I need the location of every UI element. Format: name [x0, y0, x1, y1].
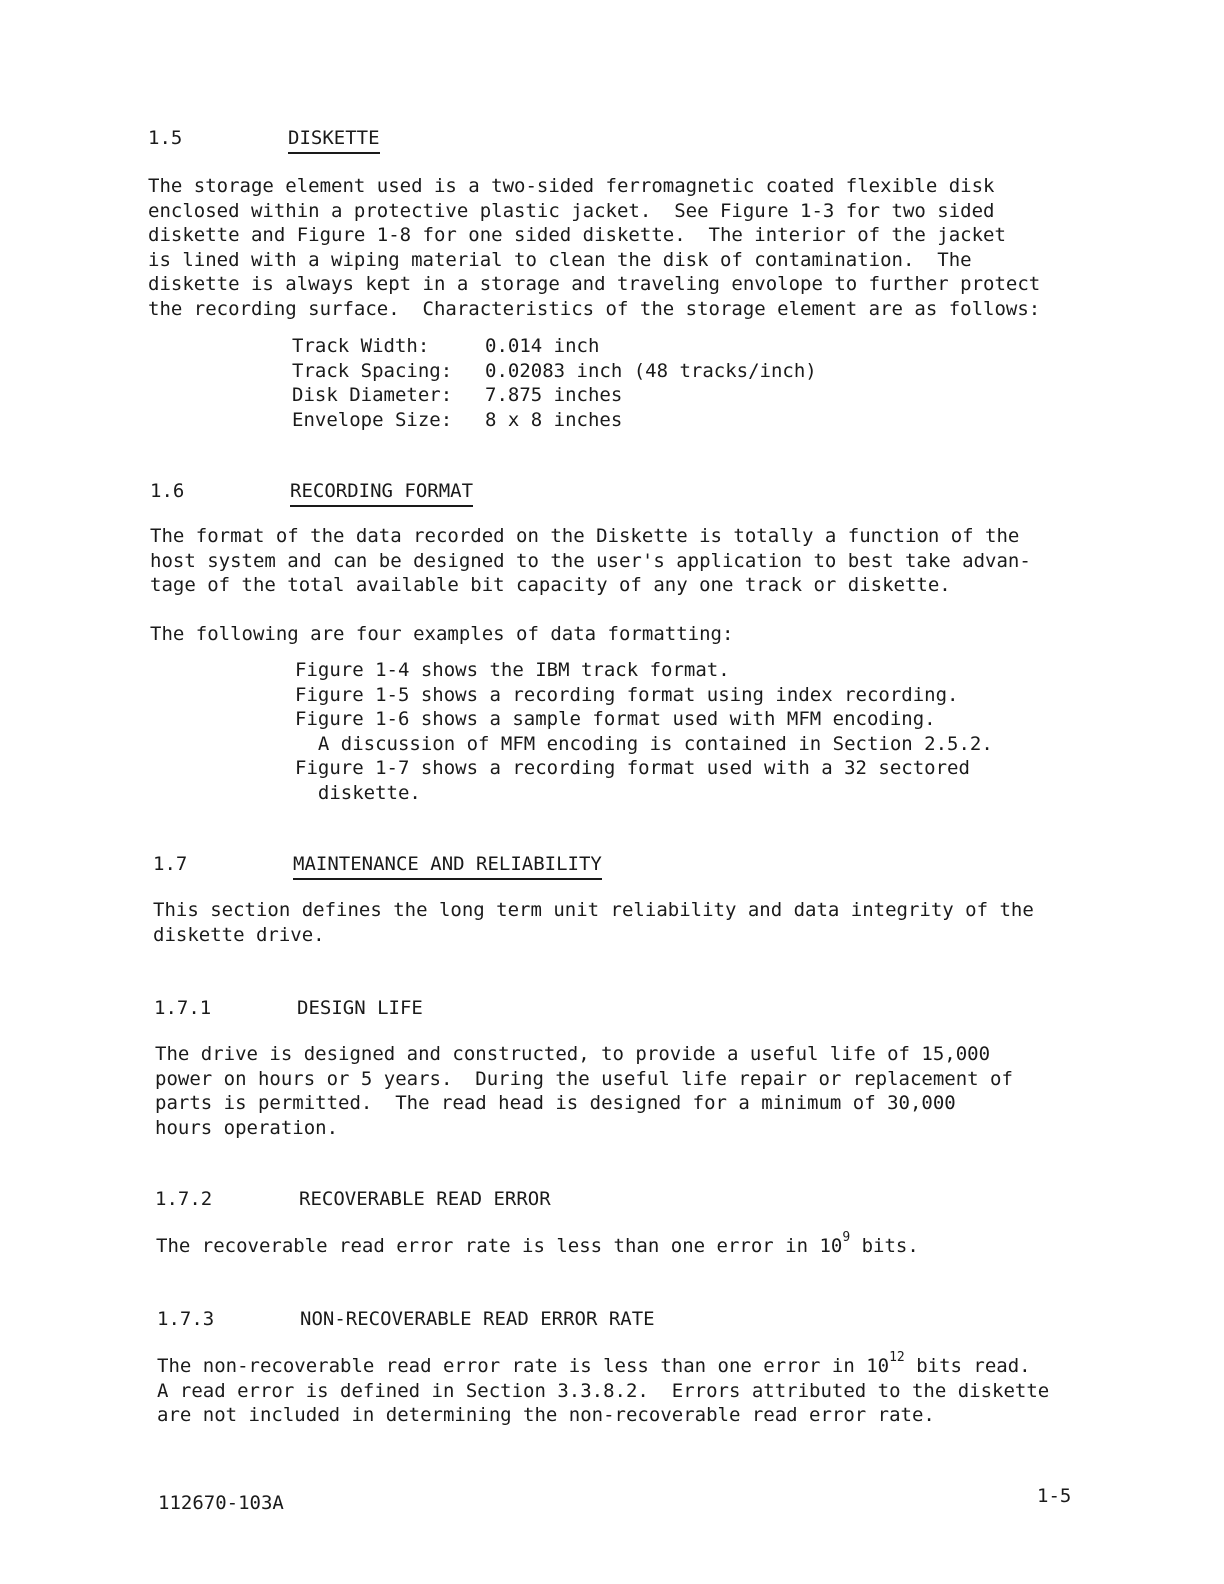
- diskette-paragraph-block: [148, 174, 1108, 321]
- section-number: 1.5: [148, 127, 183, 149]
- figure-list-text: Figure 1-4 shows the IBM track format. Figure 1-5 shows a recording format using index recording. Figure 1-6 shows a sample format used with MFM encoding. A discussion of MFM encoding is contained in Section 2.5.2. Figure 1-7 shows a recording format used with a 32 sectored diskette.: [295, 659, 993, 804]
- non-recoverable-paragraph-line1: [157, 1349, 1117, 1379]
- text-run: bits read.: [904, 1355, 1031, 1377]
- spec-value: 7.875 inches: [485, 384, 623, 406]
- text-run: The recoverable read error rate is less than one error in 10: [156, 1235, 843, 1257]
- section-number: 1.7.2: [155, 1188, 213, 1210]
- section-title: DISKETTE: [288, 126, 380, 154]
- spec-label: Disk Diameter:: [292, 384, 453, 406]
- text-run: The non-recoverable read error rate is less than one error in 10: [157, 1355, 890, 1377]
- section-number: 1.7.3: [157, 1308, 215, 1330]
- section-number: 1.7: [153, 853, 188, 875]
- maintenance-paragraph-block: [153, 898, 1113, 947]
- recoverable-read-error-paragraph: [156, 1229, 1116, 1259]
- recoverable-read-error-paragraph-block: [156, 1229, 1116, 1259]
- section-maintenance: [153, 852, 1113, 878]
- section-design-life: [154, 996, 1114, 1022]
- spec-row-track-width: [292, 334, 817, 359]
- spec-row-track-spacing: [292, 359, 817, 384]
- text-run: bits.: [850, 1235, 919, 1257]
- non-recoverable-paragraph-block: [157, 1349, 1117, 1428]
- document-number: 112670-103A: [158, 1492, 284, 1514]
- recording-format-paragraph-block: [150, 524, 1110, 598]
- figure-list: [295, 658, 993, 805]
- section-recoverable-read-error: [155, 1187, 1115, 1213]
- section-number: 1.6: [150, 480, 185, 502]
- maintenance-paragraph: This section defines the long term unit reliability and data integrity of the diskette drive.: [153, 899, 1034, 946]
- section-number: 1.7.1: [154, 997, 212, 1019]
- section-title: RECORDING FORMAT: [290, 479, 473, 507]
- spec-row-disk-diameter: [292, 383, 817, 408]
- spec-table: [292, 334, 817, 432]
- spec-value: 0.014 inch: [485, 335, 600, 357]
- section-heading: [148, 126, 1108, 152]
- spec-value: 8 x 8 inches: [485, 408, 623, 431]
- spec-label: Track Spacing:: [292, 359, 453, 382]
- section-heading: [153, 852, 1113, 878]
- non-recoverable-paragraph-rest: A read error is defined in Section 3.3.8.2. Errors attributed to the diskette are not included in determining the non-recoverable read error rate.: [157, 1379, 1050, 1426]
- section-recording-format: [150, 479, 1110, 505]
- section-diskette: [148, 126, 1108, 152]
- section-heading: [157, 1307, 1117, 1333]
- section-heading: [155, 1187, 1115, 1213]
- section-title: NON-RECOVERABLE READ ERROR RATE: [300, 1308, 655, 1330]
- formatting-intro: The following are four examples of data formatting:: [150, 623, 734, 645]
- design-life-paragraph: The drive is designed and constructed, to provide a useful life of 15,000 power on hours or 5 years. During the useful life repair or replacement of parts is permitted. The read head is designed for a minimum of 30,000 hours operation.: [155, 1043, 1013, 1139]
- spec-value: 0.02083 inch (48 tracks/inch): [485, 359, 817, 382]
- spec-label: Track Width:: [292, 335, 430, 357]
- section-heading: [150, 479, 1110, 505]
- page-number: 1-5: [1037, 1485, 1072, 1507]
- formatting-intro-block: [150, 622, 1110, 647]
- section-title: MAINTENANCE AND RELIABILITY: [293, 852, 602, 880]
- exponent: 12: [889, 1349, 905, 1365]
- section-title: RECOVERABLE READ ERROR: [299, 1188, 551, 1210]
- section-heading: [154, 996, 1114, 1022]
- spec-row-envelope-size: [292, 408, 817, 433]
- section-title: DESIGN LIFE: [297, 997, 423, 1019]
- exponent: 9: [842, 1229, 851, 1245]
- section-non-recoverable-read-error: [157, 1307, 1117, 1333]
- design-life-paragraph-block: [155, 1042, 1115, 1140]
- diskette-paragraph: The storage element used is a two-sided ferromagnetic coated flexible disk enclosed within a protective plastic jacket. See Figure 1-3 for two sided diskette and Figure 1-8 for one sided diskette. The interior of the jacket is lined with a wiping material to clean the disk of contamination. The diskette is always kept in a storage and traveling envolope to further protect the recording surface. Characteristics of the storage element are as follows:: [148, 175, 1041, 320]
- spec-label: Envelope Size:: [292, 408, 453, 431]
- recording-format-paragraph: The format of the data recorded on the Diskette is totally a function of the host system and can be designed to the user's application to best take advan- tage of the total available bit capacity of any one track or diskette.: [150, 525, 1031, 596]
